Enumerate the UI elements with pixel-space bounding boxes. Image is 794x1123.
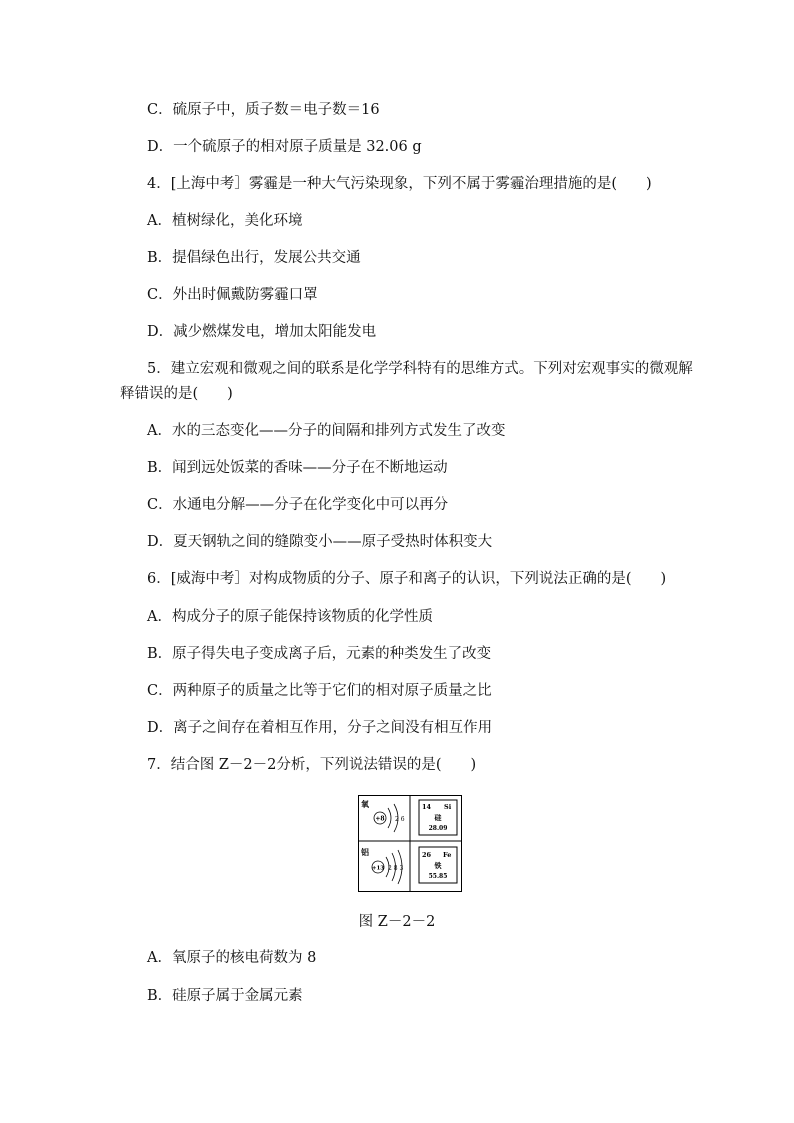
question-5-option-d: D．夏天钢轨之间的缝隙变小——原子受热时体积变大 [147, 534, 493, 550]
question-7-option-a: A．氧原子的核电荷数为 8 [147, 950, 317, 966]
question-6-option-b: B．原子得失电子变成离子后，元素的种类发生了改变 [147, 646, 492, 662]
question-5-continued: 释错误的是( ) [120, 386, 233, 402]
silicon-symbol: Si [444, 803, 452, 811]
question-6-option-a: A．构成分子的原子能保持该物质的化学性质 [147, 609, 433, 625]
question-6-option-d: D．离子之间存在着相互作用，分子之间没有相互作用 [147, 720, 493, 736]
iron-symbol: Fe [443, 851, 452, 859]
question-4: 4．[上海中考］雾霾是一种大气污染现象，下列不属于雾霾治理措施的是( ) [147, 176, 652, 192]
figure-caption: 图 Z－2－2 [358, 914, 436, 930]
question-5-option-b: B．闻到远处饭菜的香味——分子在不断地运动 [147, 460, 448, 476]
iron-mass: 55.85 [428, 873, 448, 880]
atom-structure-figure [358, 795, 462, 892]
question-4-option-b: B．提倡绿色出行，发展公共交通 [147, 250, 361, 266]
option-d-sulfur-mass: D．一个硫原子的相对原子质量是 32.06 g [147, 139, 422, 155]
question-5-option-c: C．水通电分解——分子在化学变化中可以再分 [147, 497, 449, 513]
oxygen-shells: 2 6 [395, 816, 405, 823]
oxygen-nucleus-label: +8 [375, 815, 385, 823]
question-5-option-a: A．水的三态变化——分子的间隔和排列方式发生了改变 [147, 423, 506, 439]
iron-name: 铁 [434, 861, 442, 870]
question-7: 7．结合图 Z－2－2分析，下列说法错误的是( ) [147, 757, 477, 773]
aluminum-name: 铝 [361, 847, 369, 857]
question-7-option-b: B．硅原子属于金属元素 [147, 988, 303, 1004]
oxygen-name: 氧 [361, 799, 369, 809]
silicon-mass: 28.09 [428, 825, 448, 832]
question-4-option-d: D．减少燃煤发电，增加太阳能发电 [147, 324, 377, 340]
iron-number: 26 [422, 851, 432, 859]
question-5: 5．建立宏观和微观之间的联系是化学学科特有的思维方式。下列对宏观事实的微观解 [147, 361, 693, 377]
aluminum-nucleus-label: +13 [371, 865, 385, 872]
silicon-number: 14 [422, 803, 432, 811]
silicon-name: 硅 [434, 813, 442, 822]
aluminum-shells: 2 8 3 [388, 865, 404, 872]
question-4-option-a: A．植树绿化，美化环境 [147, 213, 303, 229]
option-c-sulfur: C．硫原子中，质子数＝电子数＝16 [147, 102, 380, 118]
question-6: 6．[威海中考］对构成物质的分子、原子和离子的认识，下列说法正确的是( ) [147, 571, 667, 587]
question-6-option-c: C．两种原子的质量之比等于它们的相对原子质量之比 [147, 683, 492, 699]
question-4-option-c: C．外出时佩戴防雾霾口罩 [147, 287, 318, 303]
